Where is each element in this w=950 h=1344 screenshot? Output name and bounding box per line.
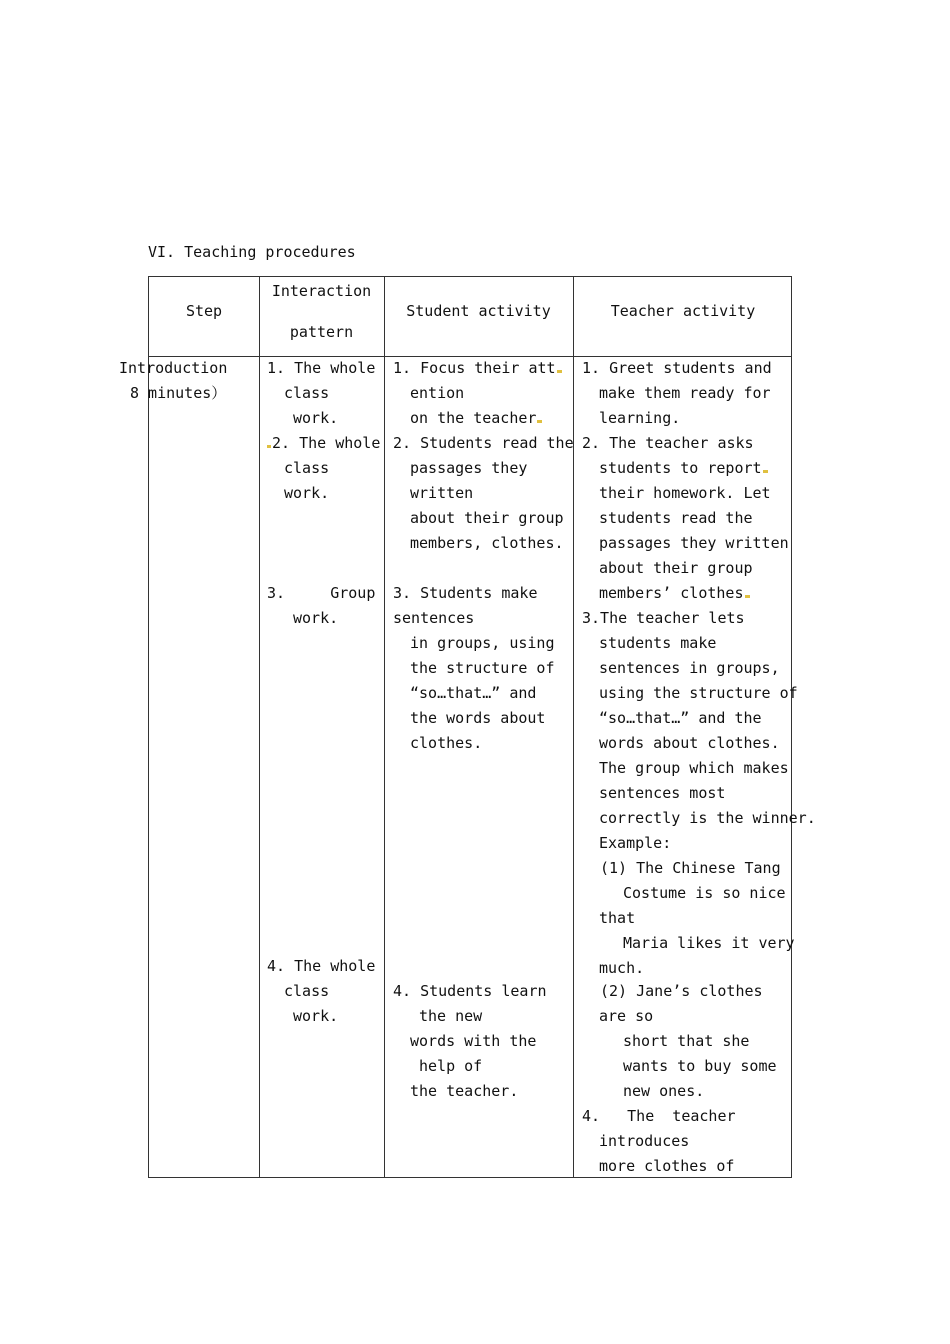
interaction-item: class (284, 982, 330, 1000)
teacher-item: that (599, 909, 636, 927)
interaction-item: class (284, 459, 330, 477)
teacher-item: about their group (599, 559, 753, 577)
header-step: Step (185, 302, 223, 320)
student-item: ention (410, 384, 465, 402)
student-item: 1. Focus their att (393, 356, 562, 381)
teacher-item: words about clothes. (599, 734, 780, 752)
student-item: on the teacher (410, 406, 542, 431)
step-duration: 8 minutes） (130, 384, 227, 402)
edit-mark (745, 595, 750, 598)
teacher-item: are so (599, 1007, 654, 1025)
interaction-item: class (284, 384, 330, 402)
teacher-item: sentences most (599, 784, 726, 802)
column-divider (259, 277, 260, 1177)
teacher-item: 4. The teacher (582, 1107, 736, 1125)
header-interaction: Interaction (271, 282, 372, 300)
section-heading: VI. Teaching procedures (148, 243, 356, 261)
edit-mark (763, 470, 768, 473)
column-divider (384, 277, 385, 1177)
teacher-item: using the structure of (599, 684, 798, 702)
teacher-item: introduces (599, 1132, 690, 1150)
teacher-item: sentences in groups, (599, 659, 780, 677)
student-item: words with the (410, 1032, 537, 1050)
teacher-item: correctly is the winner. (599, 809, 816, 827)
teacher-item: Costume is so nice (623, 884, 786, 902)
interaction-item: work. (293, 1007, 339, 1025)
teacher-item: (2) Jane’s clothes (600, 982, 763, 1000)
student-item: sentences (393, 609, 475, 627)
teacher-item: (1) The Chinese Tang (600, 859, 781, 877)
teacher-item: 3.The teacher lets (582, 609, 745, 627)
teacher-item: learning. (599, 409, 681, 427)
header-teacher-activity: Teacher activity (610, 302, 756, 320)
interaction-item: 1. The whole (267, 359, 376, 377)
student-item: “so…that…” and (410, 684, 537, 702)
teacher-item: members’ clothes (599, 581, 750, 606)
student-item: the words about (410, 709, 546, 727)
teacher-item: Example: (599, 834, 672, 852)
student-item: clothes. (410, 734, 483, 752)
teacher-item: students make (599, 634, 717, 652)
interaction-item: work. (284, 484, 330, 502)
edit-mark (537, 420, 542, 423)
interaction-item: 4. The whole (267, 957, 376, 975)
student-item: written (410, 484, 474, 502)
step-label: Introduction (119, 359, 228, 377)
student-item: help of (419, 1057, 483, 1075)
teacher-item: students read the (599, 509, 753, 527)
student-item: about their group (410, 509, 564, 527)
student-item: 2. Students read the (393, 434, 574, 452)
teacher-item: students to report (599, 456, 768, 481)
edit-mark (557, 370, 562, 373)
student-item: members, clothes. (410, 534, 564, 552)
interaction-item: 2. The whole (267, 431, 380, 456)
student-item: the structure of (410, 659, 555, 677)
interaction-item: work. (293, 609, 339, 627)
student-item: the teacher. (410, 1082, 519, 1100)
student-item: in groups, using (410, 634, 555, 652)
teacher-item: their homework. Let (599, 484, 771, 502)
teacher-item: much. (599, 959, 645, 977)
teacher-item: new ones. (623, 1082, 705, 1100)
student-item: 4. Students learn (393, 982, 547, 1000)
header-interaction-pattern: pattern (289, 323, 354, 341)
teacher-item: wants to buy some (623, 1057, 777, 1075)
teacher-item: make them ready for (599, 384, 771, 402)
student-item: the new (419, 1007, 483, 1025)
teacher-item: Maria likes it very (623, 934, 795, 952)
interaction-item: 3. Group (267, 584, 376, 602)
teacher-item: 2. The teacher asks (582, 434, 754, 452)
interaction-item: work. (293, 409, 339, 427)
student-item: 3. Students make (393, 584, 538, 602)
teacher-item: passages they written (599, 534, 789, 552)
edit-mark (267, 445, 271, 448)
column-divider (573, 277, 574, 1177)
teacher-item: The group which makes (599, 759, 789, 777)
header-student-activity: Student activity (406, 302, 551, 320)
teacher-item: more clothes of (599, 1157, 735, 1175)
teacher-item: “so…that…” and the (599, 709, 762, 727)
teacher-item: short that she (623, 1032, 750, 1050)
student-item: passages they (410, 459, 528, 477)
teacher-item: 1. Greet students and (582, 359, 772, 377)
